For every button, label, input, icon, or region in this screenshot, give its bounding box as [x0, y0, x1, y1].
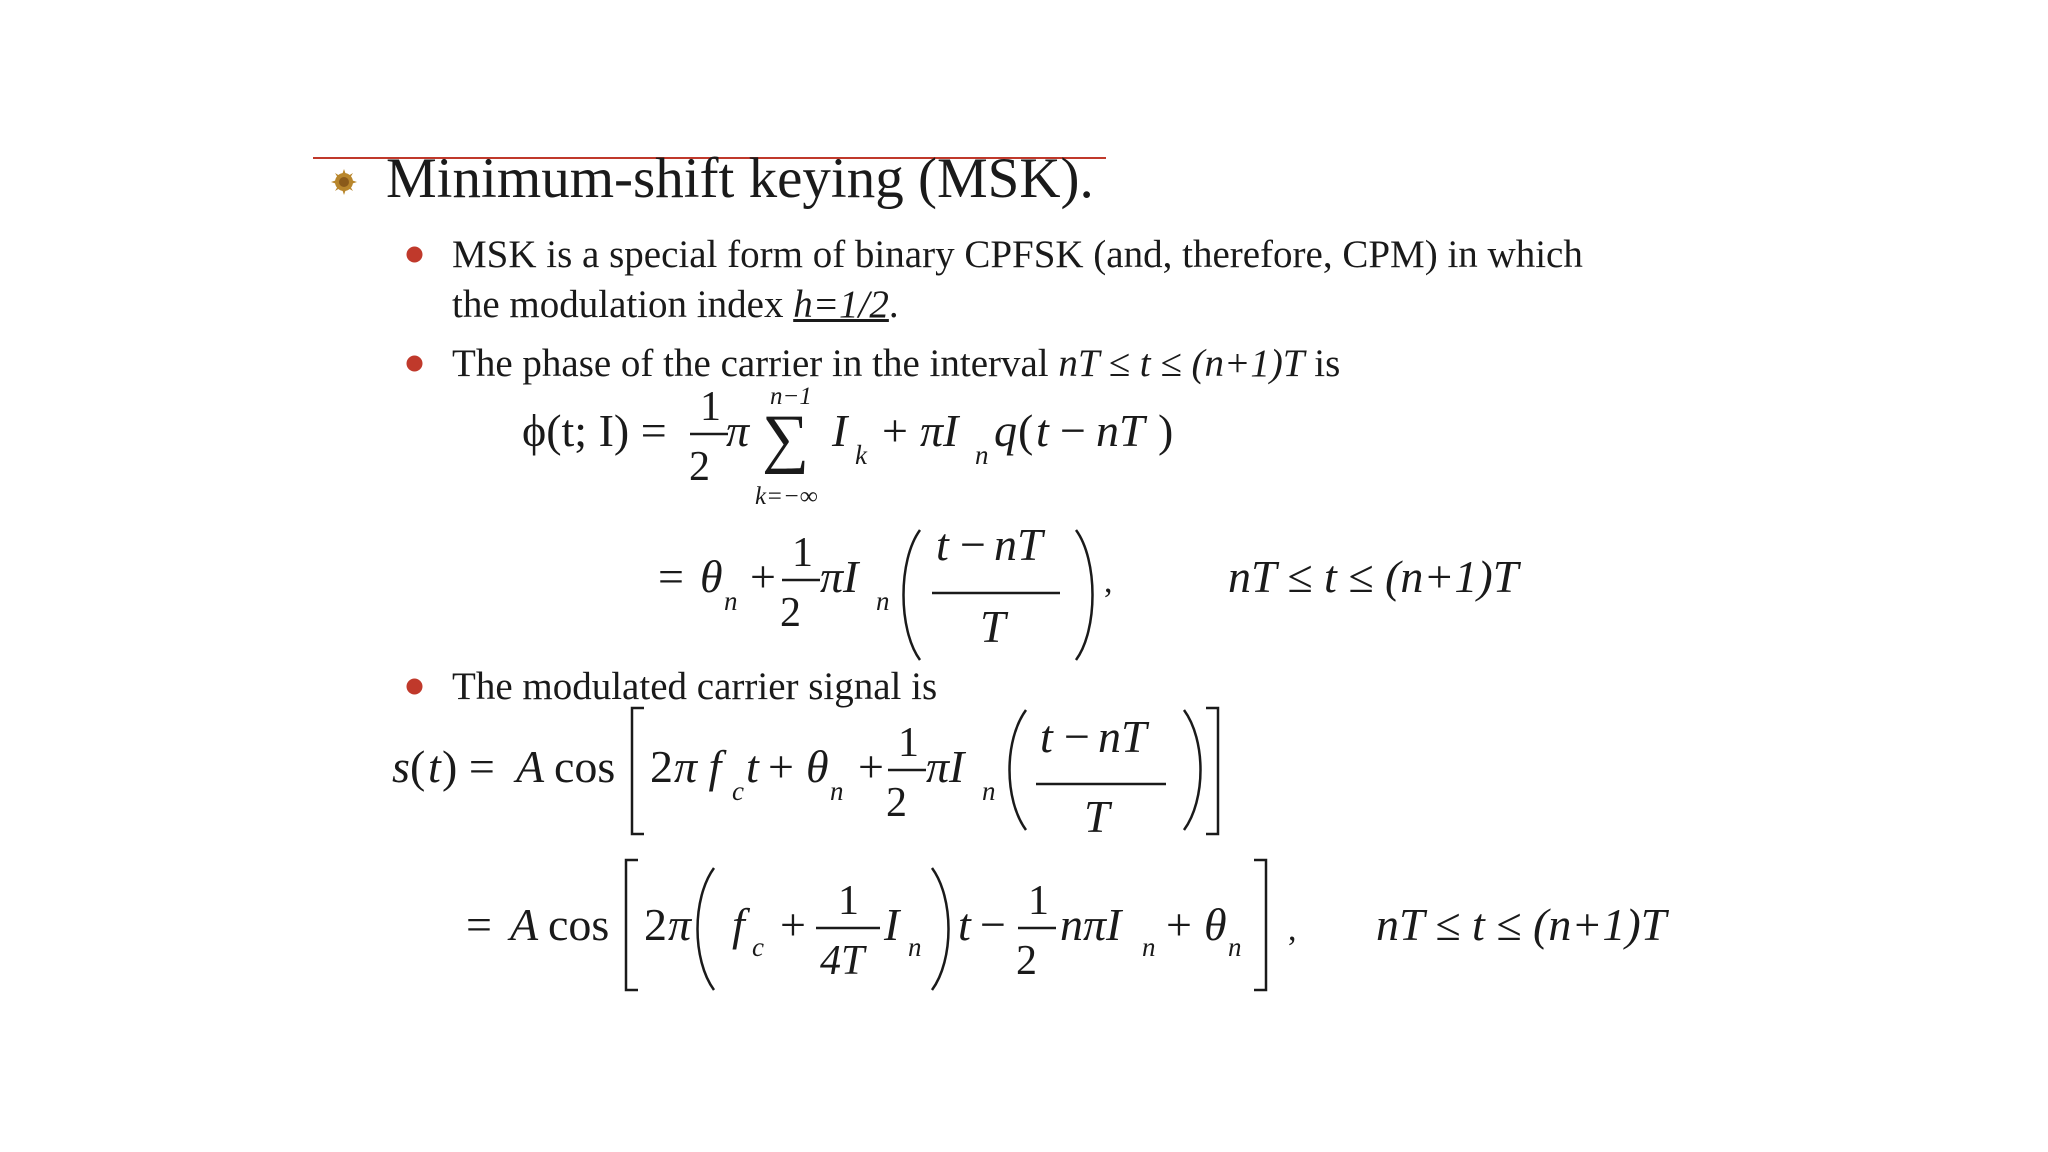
svg-text:n: n	[982, 776, 996, 806]
svg-text:π f: π f	[674, 741, 722, 792]
bullet-dot-icon	[406, 355, 423, 372]
svg-text:): )	[1158, 405, 1174, 456]
slide-title: Minimum-shift keying (MSK).	[386, 147, 1094, 210]
bullet-1-line-2	[452, 280, 899, 330]
phase-lhs: ϕ(t; I) =	[522, 405, 667, 456]
svg-text:cos: cos	[548, 899, 610, 950]
svg-text:f: f	[732, 899, 745, 950]
bullet-1-line-2-prefix: the modulation index	[452, 283, 794, 326]
svg-text:n: n	[876, 586, 890, 616]
svg-text:n: n	[724, 586, 738, 616]
svg-text:πI: πI	[926, 741, 965, 792]
svg-text:t: t	[936, 519, 949, 570]
svg-text:I: I	[884, 899, 900, 950]
svg-text:2: 2	[780, 590, 801, 636]
svg-text:nT: nT	[1096, 405, 1145, 456]
svg-text:k: k	[855, 440, 867, 470]
svg-text:n: n	[908, 932, 922, 962]
svg-text:1: 1	[792, 530, 813, 576]
svg-text:+: +	[750, 551, 776, 602]
svg-text:A: A	[516, 741, 545, 792]
svg-text:πI: πI	[820, 551, 859, 602]
svg-text:,: ,	[1288, 911, 1297, 948]
phase-equation	[500, 380, 1600, 670]
svg-text:θ: θ	[1204, 899, 1227, 950]
svg-text:∑: ∑	[762, 402, 810, 475]
svg-text:+: +	[780, 899, 806, 950]
svg-text:T: T	[980, 601, 1006, 652]
svg-text:q: q	[994, 405, 1017, 456]
svg-text:t: t	[428, 741, 441, 792]
svg-text:c: c	[732, 776, 744, 806]
interval-formula: nT ≤ t ≤ (n+1)T	[1058, 342, 1305, 385]
svg-text:2: 2	[644, 899, 667, 950]
svg-text:=: =	[658, 551, 684, 602]
svg-text:π: π	[668, 899, 692, 950]
svg-text:n: n	[830, 776, 844, 806]
svg-text:4T: 4T	[820, 938, 865, 984]
svg-text:s: s	[392, 741, 410, 792]
svg-text:πI: πI	[920, 405, 959, 456]
bullet-2-suffix: is	[1304, 342, 1341, 385]
svg-text:I: I	[832, 405, 848, 456]
svg-text:n: n	[1228, 932, 1242, 962]
svg-text:) =: ) =	[442, 741, 495, 792]
bullet-1-line-1: MSK is a special form of binary CPFSK (and, therefore, CPM) in which	[452, 233, 1583, 276]
svg-text:1: 1	[700, 384, 721, 430]
svg-text:+: +	[768, 741, 794, 792]
svg-text:cos: cos	[554, 741, 616, 792]
svg-text:2: 2	[650, 741, 673, 792]
svg-text:=: =	[466, 899, 492, 950]
sum-upper-limit: n−1	[770, 383, 812, 410]
svg-text:+: +	[858, 741, 884, 792]
svg-text:+: +	[882, 405, 908, 456]
svg-text:2: 2	[886, 780, 907, 826]
signal-equation	[380, 700, 1720, 1000]
svg-text:2: 2	[1016, 938, 1037, 984]
svg-text:−: −	[960, 519, 986, 570]
svg-text:+: +	[1166, 899, 1192, 950]
svg-text:θ: θ	[806, 741, 829, 792]
svg-text:−: −	[1064, 711, 1090, 762]
bullet-3-line: The modulated carrier signal is	[452, 665, 938, 708]
svg-text:θ: θ	[700, 551, 723, 602]
bullet-1-line-2-suffix: .	[888, 283, 899, 326]
svg-text:,: ,	[1104, 563, 1113, 600]
svg-text:c: c	[752, 932, 764, 962]
svg-text:1: 1	[838, 878, 859, 924]
phase-condition: nT ≤ t ≤ (n+1)T	[1228, 551, 1519, 602]
svg-text:t: t	[1040, 711, 1053, 762]
svg-text:A: A	[510, 899, 539, 950]
svg-text:−: −	[980, 899, 1006, 950]
bullet-dot-icon	[406, 678, 423, 695]
svg-text:1: 1	[898, 720, 919, 766]
svg-text:nT: nT	[1098, 711, 1147, 762]
svg-text:−: −	[1060, 405, 1086, 456]
svg-text:2: 2	[689, 444, 710, 490]
signal-condition: nT ≤ t ≤ (n+1)T	[1376, 899, 1667, 950]
svg-text:t: t	[958, 899, 971, 950]
bullet-2-prefix: The phase of the carrier in the interval	[452, 342, 1059, 385]
svg-text:nπI: nπI	[1060, 899, 1122, 950]
svg-text:t: t	[1036, 405, 1049, 456]
svg-text:n: n	[975, 440, 989, 470]
svg-text:T: T	[1084, 791, 1110, 842]
svg-text:(: (	[410, 741, 426, 792]
svg-text:1: 1	[1028, 878, 1049, 924]
modulation-index-formula: h=1/2	[793, 283, 889, 326]
svg-text:(: (	[1018, 405, 1034, 456]
sunburst-bullet-icon	[331, 169, 357, 195]
sum-lower-limit: k=−∞	[755, 483, 818, 510]
svg-text:nT: nT	[994, 519, 1043, 570]
svg-text:π: π	[726, 405, 750, 456]
svg-text:n: n	[1142, 932, 1156, 962]
svg-text:t: t	[746, 741, 759, 792]
bullet-dot-icon	[406, 246, 423, 263]
